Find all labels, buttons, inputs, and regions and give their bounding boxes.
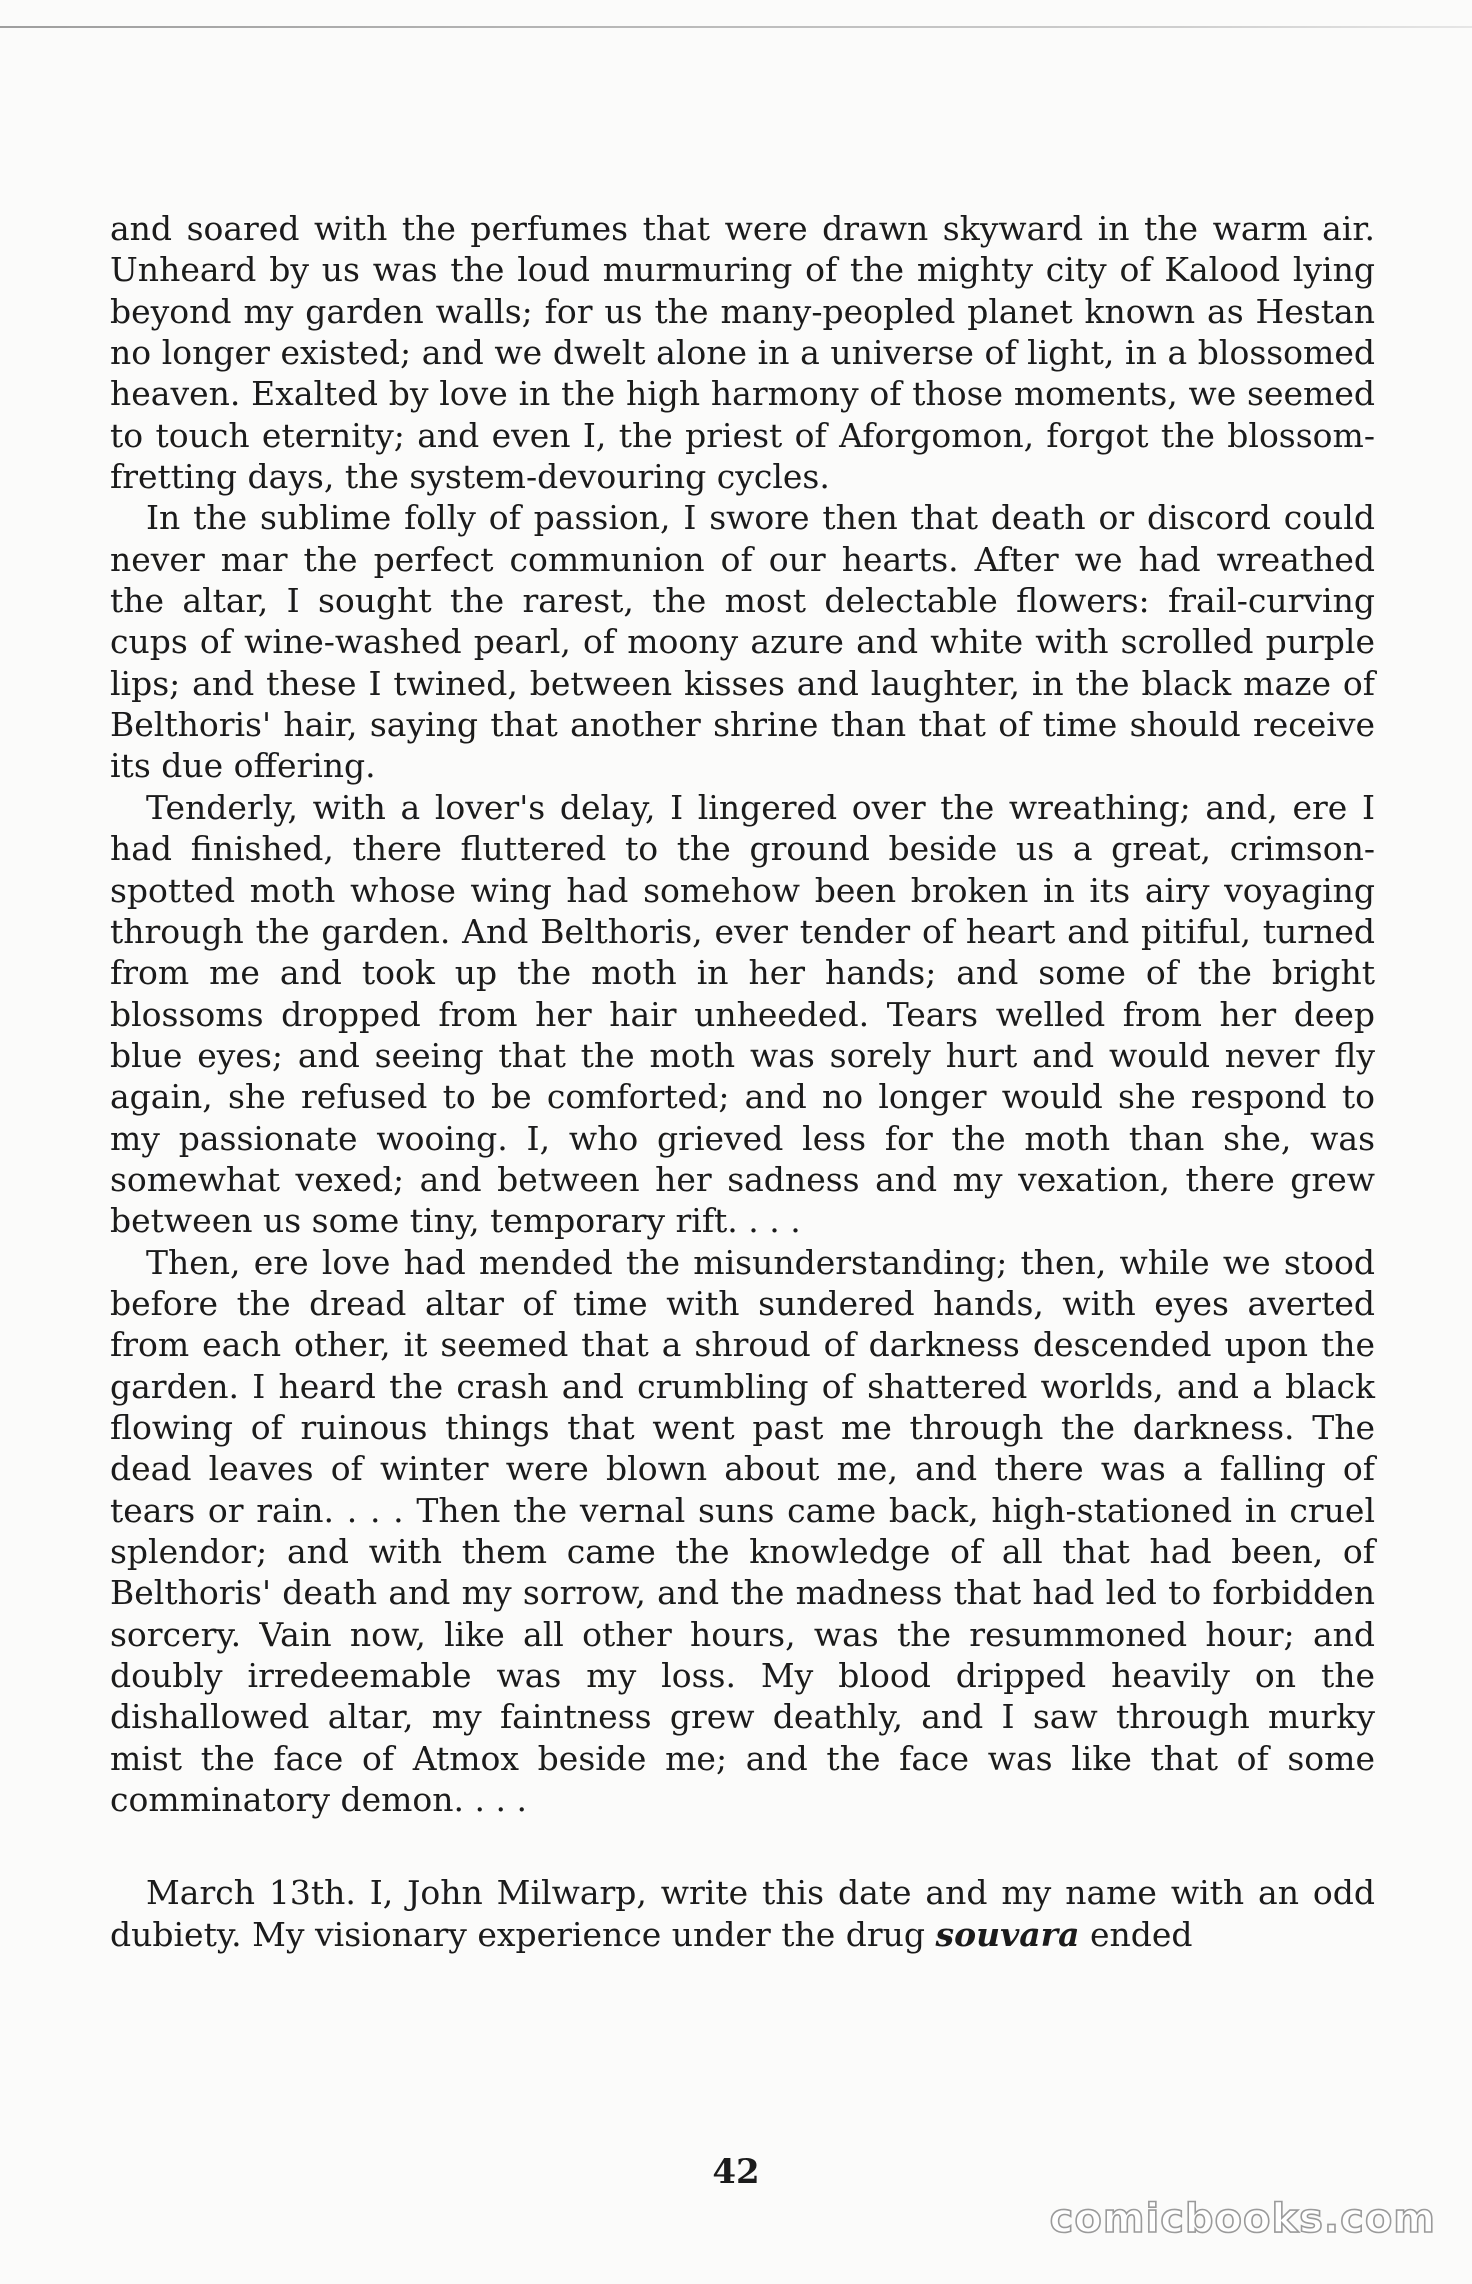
paragraph-5-text: March 13th. I, John Milwarp, write this date and my name with an odd dubiety. My visionary experience under the drug (110, 1873, 1375, 1954)
paragraph-5-tail: ended (1079, 1914, 1193, 1954)
paragraph-2: In the sublime folly of passion, I swore then that death or discord could never mar the perfect communion of our hearts. After we had wreathed the altar, I sought the rarest, the most delectable flowers: frail-curving cups of wine-washed pearl, of moony azure and white with scrolled purple lips; and these I twined, between kisses and laughter, in the black maze of Belthoris' hair, saying that another shrine than that of time should receive its due offering. (110, 498, 1375, 786)
body-text (110, 208, 1375, 1955)
paragraph-1: and soared with the perfumes that were drawn skyward in the warm air. Unheard by us was the loud murmuring of the mighty city of Kalood lying beyond my garden walls; for us the many-peopled planet known as Hestan no longer existed; and we dwelt alone in a universe of light, in a blossomed heaven. Exalted by love in the high harmony of those moments, we seemed to touch eternity; and even I, the priest of Aforgomon, forgot the blossom-fretting days, the system-devouring cycles. (110, 209, 1375, 497)
top-edge-rule (0, 26, 1472, 28)
page-number: 42 (712, 2152, 760, 2192)
paragraph-3: Tenderly, with a lover's delay, I lingered over the wreathing; and, ere I had finished, there fluttered to the ground beside us a great, crimson-spotted moth whose wing had somehow been broken in its airy voyaging through the garden. And Belthoris, ever tender of heart and pitiful, turned from me and took up the moth in her hands; and some of the bright blossoms dropped from her hair unheeded. Tears welled from her deep blue eyes; and seeing that the moth was sorely hurt and would never fly again, she refused to be comforted; and no longer would she respond to my passionate wooing. I, who grieved less for the moth than she, was somewhat vexed; and between her sadness and my vexation, there grew between us some tiny, temporary rift. . . . (110, 787, 1375, 1241)
drug-name-emphasis: souvara (935, 1914, 1080, 1954)
paragraph-5 (110, 1872, 1375, 1955)
paragraph-4: Then, ere love had mended the misunderstanding; then, while we stood before the dread altar of time with sundered hands, with eyes averted from each other, it seemed that a shroud of darkness descended upon the garden. I heard the crash and crumbling of shattered worlds, and a black flowing of ruinous things that went past me through the darkness. The dead leaves of winter were blown about me, and there was a falling of tears or rain. . . . Then the vernal suns came back, high-stationed in cruel splendor; and with them came the knowledge of all that had been, of Belthoris' death and my sorrow, and the madness that had led to forbidden sorcery. Vain now, like all other hours, was the resummoned hour; and doubly irredeemable was my loss. My blood dripped heavily on the dishallowed altar, my faintness grew deathly, and I saw through murky mist the face of Atmox beside me; and the face was like that of some comminatory demon. . . . (110, 1242, 1375, 1820)
watermark-logo: comicbooks.com (1049, 2196, 1436, 2242)
